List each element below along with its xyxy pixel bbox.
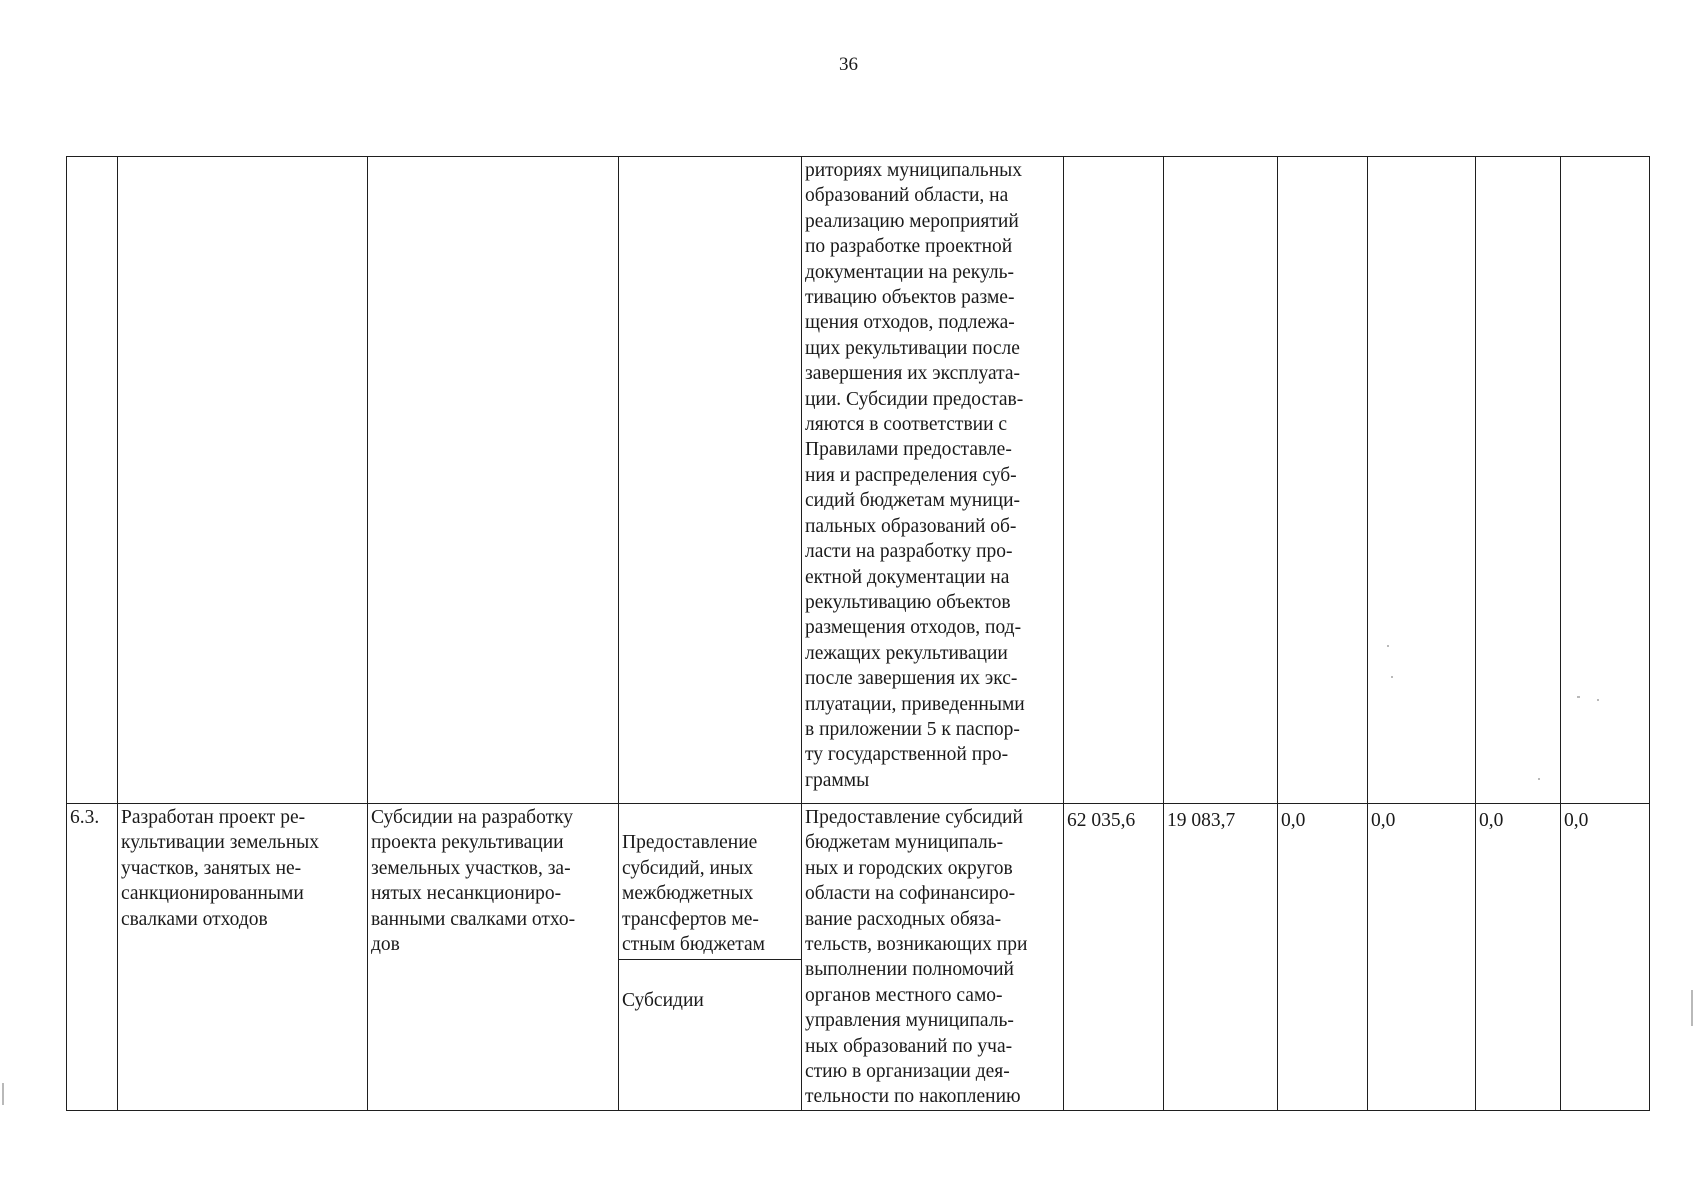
table-row-6-3 (67, 804, 1650, 1111)
value-cell-empty (1561, 157, 1650, 804)
scan-artifact (1391, 676, 1393, 678)
type-sub: Субсидии (622, 989, 704, 1011)
value-cell: 0,0 (1278, 804, 1368, 1111)
value-cell-empty (1278, 157, 1368, 804)
value-cell: 19 083,7 (1164, 804, 1278, 1111)
value-cell-empty (1064, 157, 1164, 804)
scan-artifact (1691, 990, 1693, 1026)
measure-cell: Субсидии на разработку проекта рекультивации земельных участков, за- нятых несанкциониро- ванными свалками отхо- дов (368, 804, 619, 1111)
result-cell-empty (118, 157, 368, 804)
result-cell: Разработан проект ре- культивации земельных участков, занятых не- санкционированными свалками отходов (118, 804, 368, 1111)
value-cell: 0,0 (1476, 804, 1561, 1111)
type-cell-empty (619, 157, 802, 804)
value-cell: 0,0 (1561, 804, 1650, 1111)
value-cell-empty (1164, 157, 1278, 804)
program-activities-table (66, 156, 1650, 1111)
type-cell (619, 804, 802, 1111)
page-number: 36 (839, 54, 858, 75)
value-cell: 0,0 (1368, 804, 1476, 1111)
scan-artifact (1387, 645, 1389, 647)
measure-cell-empty (368, 157, 619, 804)
type-main: Предоставление субсидий, иных межбюджетных трансфертов ме- стным бюджетам (619, 830, 801, 960)
scan-artifact (1597, 699, 1599, 701)
description-cell: риториях муниципальных образований области, на реализацию мероприятий по разработке проектной документации на рекуль- тивацию объектов разме- щения отходов, подлежа- щих рекультивации после завершения их эксплуата- ции. Субсидии предостав- ляются в соответствии с Правилами предоставле- ния и распределения суб- сидий бюджетам муници- пальных образований об- ласти на разработку про- ектной документации на рекультивацию объектов размещения отходов, под- лежащих рекультивации после завершения их экс- плуатации, приведенными в приложении 5 к паспор- ту государственной про- граммы (802, 157, 1064, 804)
scan-artifact (1538, 778, 1540, 780)
row-number: 6.3. (67, 804, 118, 1111)
number-cell-empty (67, 157, 118, 804)
value-cell-empty (1368, 157, 1476, 804)
scan-artifact (2, 1083, 4, 1105)
scan-artifact (1577, 696, 1580, 698)
continuation-row (67, 157, 1650, 804)
value-cell-empty (1476, 157, 1561, 804)
value-cell: 62 035,6 (1064, 804, 1164, 1111)
description-cell: Предоставление субсидий бюджетам муниципаль- ных и городских округов области на софинансиро- вание расходных обяза- тельств, возникающих при выполнении полномочий органов местного само- управления муниципаль- ных образований по уча- стию в организации дея- тельности по накоплению (802, 804, 1064, 1111)
